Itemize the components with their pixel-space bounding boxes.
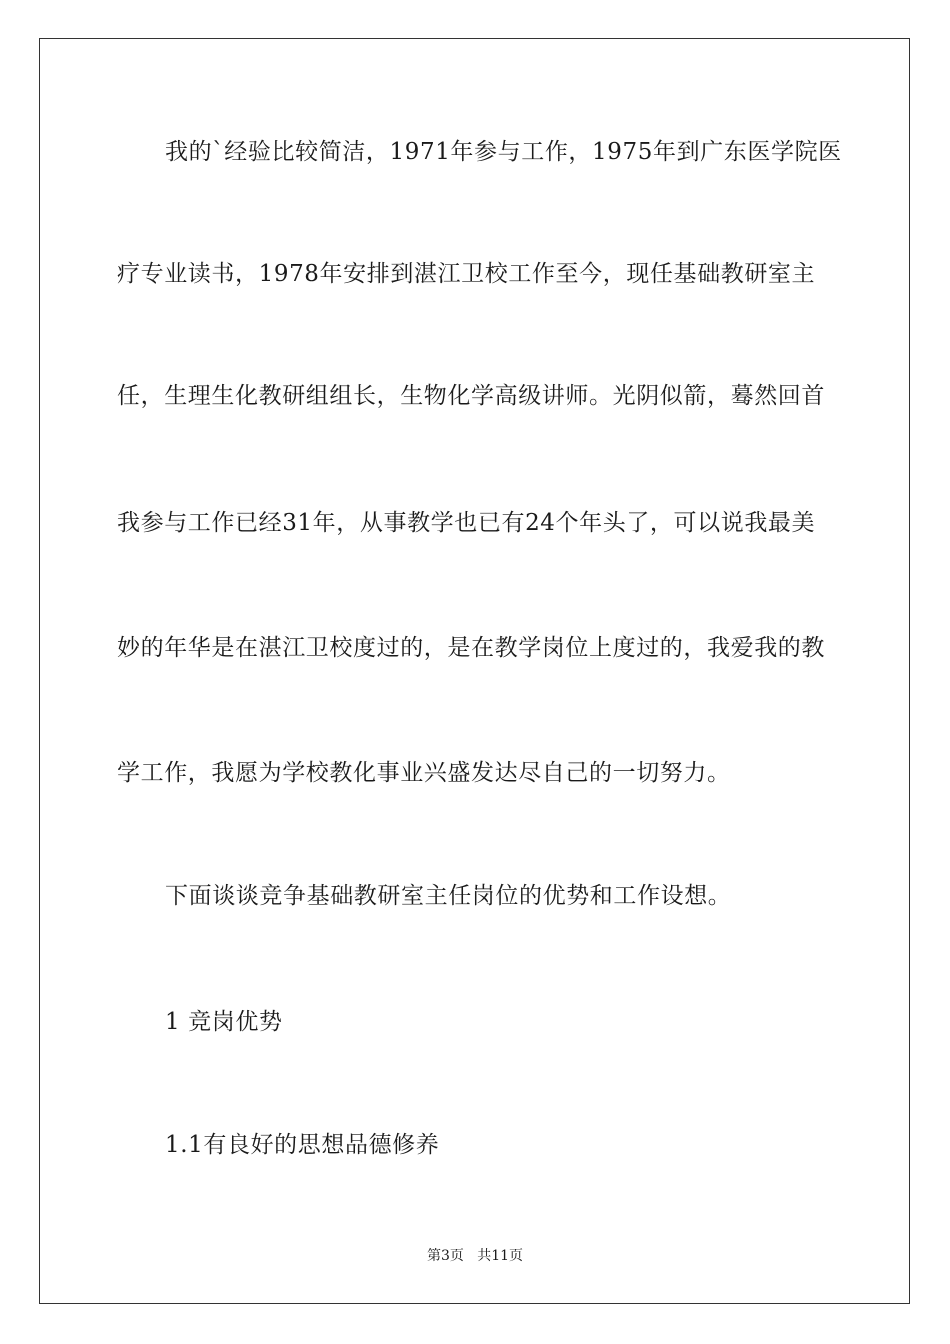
subsection-heading: 1.1有良好的思想品德修养 bbox=[165, 1132, 440, 1158]
paragraph-1-line-2: 疗专业读书，1978年安排到湛江卫校工作至今，现任基础教研室主 bbox=[117, 261, 816, 287]
paragraph-1-line-4: 我参与工作已经31年，从事教学也已有24个年头了，可以说我最美 bbox=[117, 510, 816, 536]
paragraph-1-line-6: 学工作，我愿为学校教化事业兴盛发达尽自己的一切努力。 bbox=[117, 760, 731, 786]
page-number-footer: 第3页 共11页 bbox=[426, 1248, 524, 1264]
page-border bbox=[39, 38, 910, 1304]
paragraph-1-line-3: 任，生理生化教研组组长，生物化学高级讲师。光阴似箭，蓦然回首 bbox=[117, 383, 825, 409]
paragraph-1-line-1: 我的`经验比较简洁，1971年参与工作，1975年到广东医学院医 bbox=[165, 139, 842, 165]
paragraph-2: 下面谈谈竞争基础教研室主任岗位的优势和工作设想。 bbox=[165, 883, 732, 909]
paragraph-1-line-5: 妙的年华是在湛江卫校度过的，是在教学岗位上度过的，我爱我的教 bbox=[117, 635, 825, 661]
section-heading: 1 竞岗优势 bbox=[165, 1009, 283, 1035]
